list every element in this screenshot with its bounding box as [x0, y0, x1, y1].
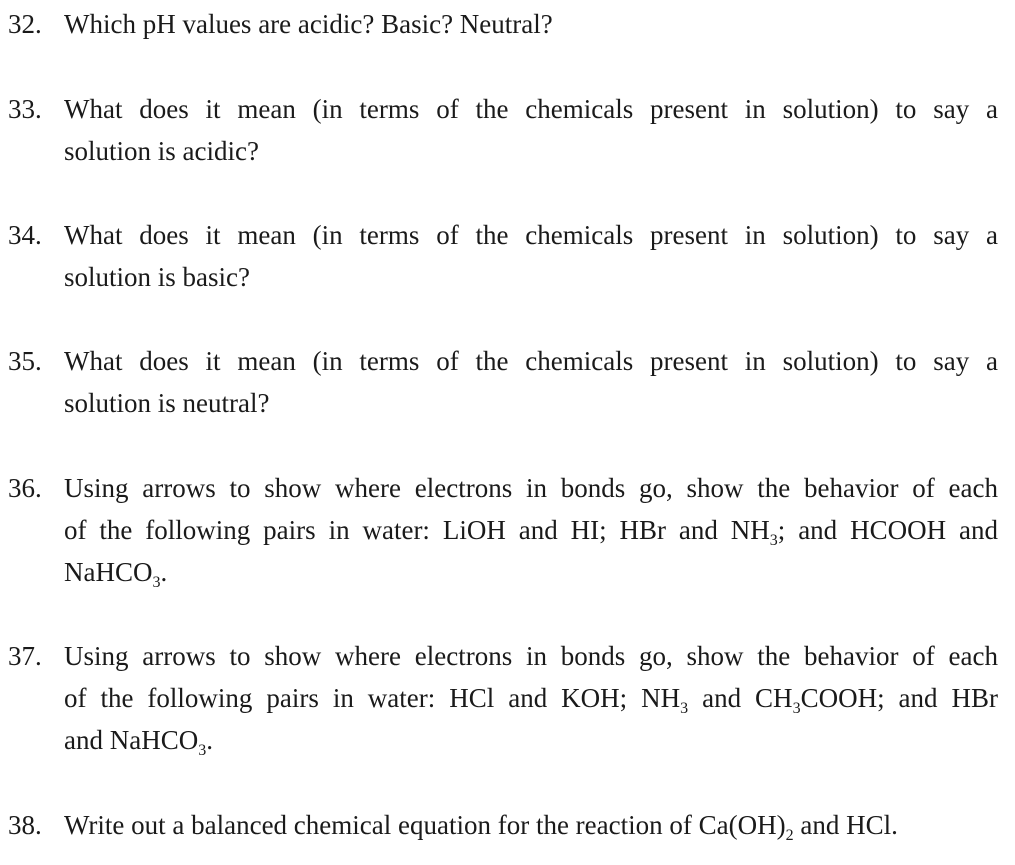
question-36: [8, 467, 998, 593]
question-text: Write out a balanced chemical equation for the reaction of $Ca(OH)_2$ and HCl.: [64, 810, 898, 844]
question-32: [8, 3, 998, 45]
question-34: [8, 214, 998, 298]
question-text-line: solution is basic?: [64, 262, 250, 292]
question-text-line: What does it mean (in terms of the chemicals present in solution) to say a: [64, 346, 998, 376]
question-number: 35.: [8, 346, 42, 376]
question-text-line: and NaHCO$_3$.: [64, 725, 213, 759]
question-text-line: What does it mean (in terms of the chemicals present in solution) to say a: [64, 94, 998, 124]
question-33: [8, 88, 998, 172]
question-text-line: of the following pairs in water: HCl and KOH; $NH_3$ and $CH_3COOH$; and HBr: [64, 683, 998, 717]
question-text-line: of the following pairs in water: LiOH and HI; HBr and $NH_3$; and HCOOH and: [64, 515, 998, 549]
question-number: 37.: [8, 641, 42, 671]
question-text: Which pH values are acidic? Basic? Neutral?: [64, 9, 553, 39]
question-number: 36.: [8, 473, 42, 503]
question-text-line: solution is neutral?: [64, 388, 270, 418]
question-text-line: What does it mean (in terms of the chemicals present in solution) to say a: [64, 220, 998, 250]
question-text-line: Using arrows to show where electrons in bonds go, show the behavior of each: [64, 473, 998, 503]
question-38: [8, 804, 998, 846]
question-35: [8, 340, 998, 424]
question-text-line: NaHCO$_3$.: [64, 557, 168, 591]
question-number: 34.: [8, 220, 42, 250]
question-number: 33.: [8, 94, 42, 124]
question-37: [8, 635, 998, 761]
question-text-line: Using arrows to show where electrons in bonds go, show the behavior of each: [64, 641, 998, 671]
question-number: 38.: [8, 810, 42, 840]
question-text-line: solution is acidic?: [64, 136, 259, 166]
question-number: 32.: [8, 9, 42, 39]
